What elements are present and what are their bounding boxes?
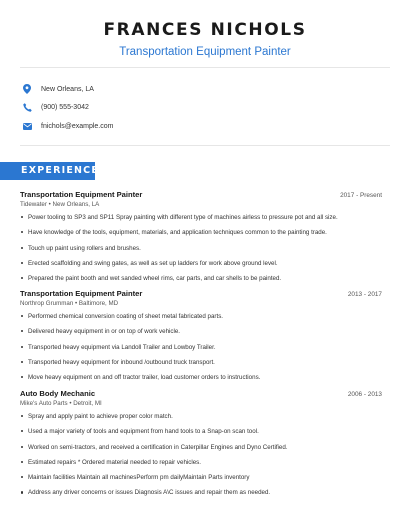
candidate-title: Transportation Equipment Painter: [119, 46, 291, 58]
job-dates: 2006 - 2013: [347, 391, 382, 398]
bullet-item: Performed chemical conversion coating of sheet metal fabricated parts.: [20, 312, 382, 327]
contact-list: [22, 80, 113, 136]
bullet-item: Transported heavy equipment via Landoll Trailer and Lowboy Trailer.: [20, 343, 382, 358]
contact-location-text: New Orleans, LA: [41, 85, 94, 93]
location-pin-icon: [22, 84, 32, 94]
contact-divider: [20, 145, 390, 146]
job-entry: [20, 389, 382, 504]
job-title: Auto Body Mechanic: [20, 389, 96, 398]
job-title: Transportation Equipment Painter: [20, 190, 143, 199]
job-entry: [20, 190, 382, 289]
bullet-item: Have knowledge of the tools, equipment, materials, and application techniques common to the painting trade.: [20, 228, 382, 243]
job-dates: 2017 - Present: [340, 192, 382, 199]
experience-heading-bar: [0, 162, 100, 180]
bullet-item: Prepared the paint booth and wet sanded wheel rims, car parts, and car shells to be painted.: [20, 274, 382, 289]
contact-location: [22, 80, 113, 98]
job-company: Northrop Grumman • Baltimore, MD: [20, 300, 119, 307]
job-bullets: [20, 312, 382, 388]
resume-header: [0, 0, 410, 59]
job-title: Transportation Equipment Painter: [20, 289, 143, 298]
bullet-item: Power tooling to SP3 and SP11 Spray painting with different type of machines airless to pressure pot and all size.: [20, 213, 382, 228]
job-bullets: [20, 412, 382, 504]
contact-phone-text: (900) 555-3042: [41, 104, 89, 111]
job-dates: 2013 - 2017: [347, 291, 382, 298]
experience-heading: EXPERIENCE: [21, 165, 100, 176]
bullet-item: Transported heavy equipment for inbound /outbound truck transport.: [20, 358, 382, 373]
bullet-item: Address any driver concerns or issues Diagnosis A\C issues and repair them as needed.: [20, 488, 382, 503]
phone-icon: [22, 103, 32, 113]
bullet-item: Used a major variety of tools and equipment from hand tools to a Snap-on scan tool.: [20, 427, 382, 442]
candidate-name: FRANCES NICHOLS: [103, 20, 307, 40]
bullet-item: Spray and apply paint to achieve proper color match.: [20, 412, 382, 427]
contact-phone: [22, 99, 113, 117]
job-bullets: [20, 213, 382, 289]
bullet-item: Touch up paint using rollers and brushes.: [20, 244, 382, 259]
job-company: Tidewater • New Orleans, LA: [20, 201, 100, 208]
job-company: Mike's Auto Parts • Detroit, MI: [20, 400, 102, 407]
bullet-item: Worked on semi-tractors, and received a certification in Caterpillar Engines and Dyno Certified.: [20, 443, 382, 458]
bullet-item: Estimated repairs * Ordered material needed to repair vehicles.: [20, 458, 382, 473]
bullet-item: Move heavy equipment on and off tractor trailer, load customer orders to instructions.: [20, 373, 382, 388]
bullet-item: Delivered heavy equipment in or on top of work vehicle.: [20, 327, 382, 342]
header-divider: [20, 67, 390, 68]
job-entry: [20, 289, 382, 388]
bullet-item: Erected scaffolding and swing gates, as well as set up ladders for work above ground level.: [20, 259, 382, 274]
bullet-item: Maintain facilities Maintain all machinesPerform pm dailyMaintain Parts inventory: [20, 473, 382, 488]
contact-email-text[interactable]: fnichols@example.com: [41, 122, 114, 130]
email-icon: [22, 121, 32, 131]
contact-email[interactable]: [22, 117, 113, 135]
